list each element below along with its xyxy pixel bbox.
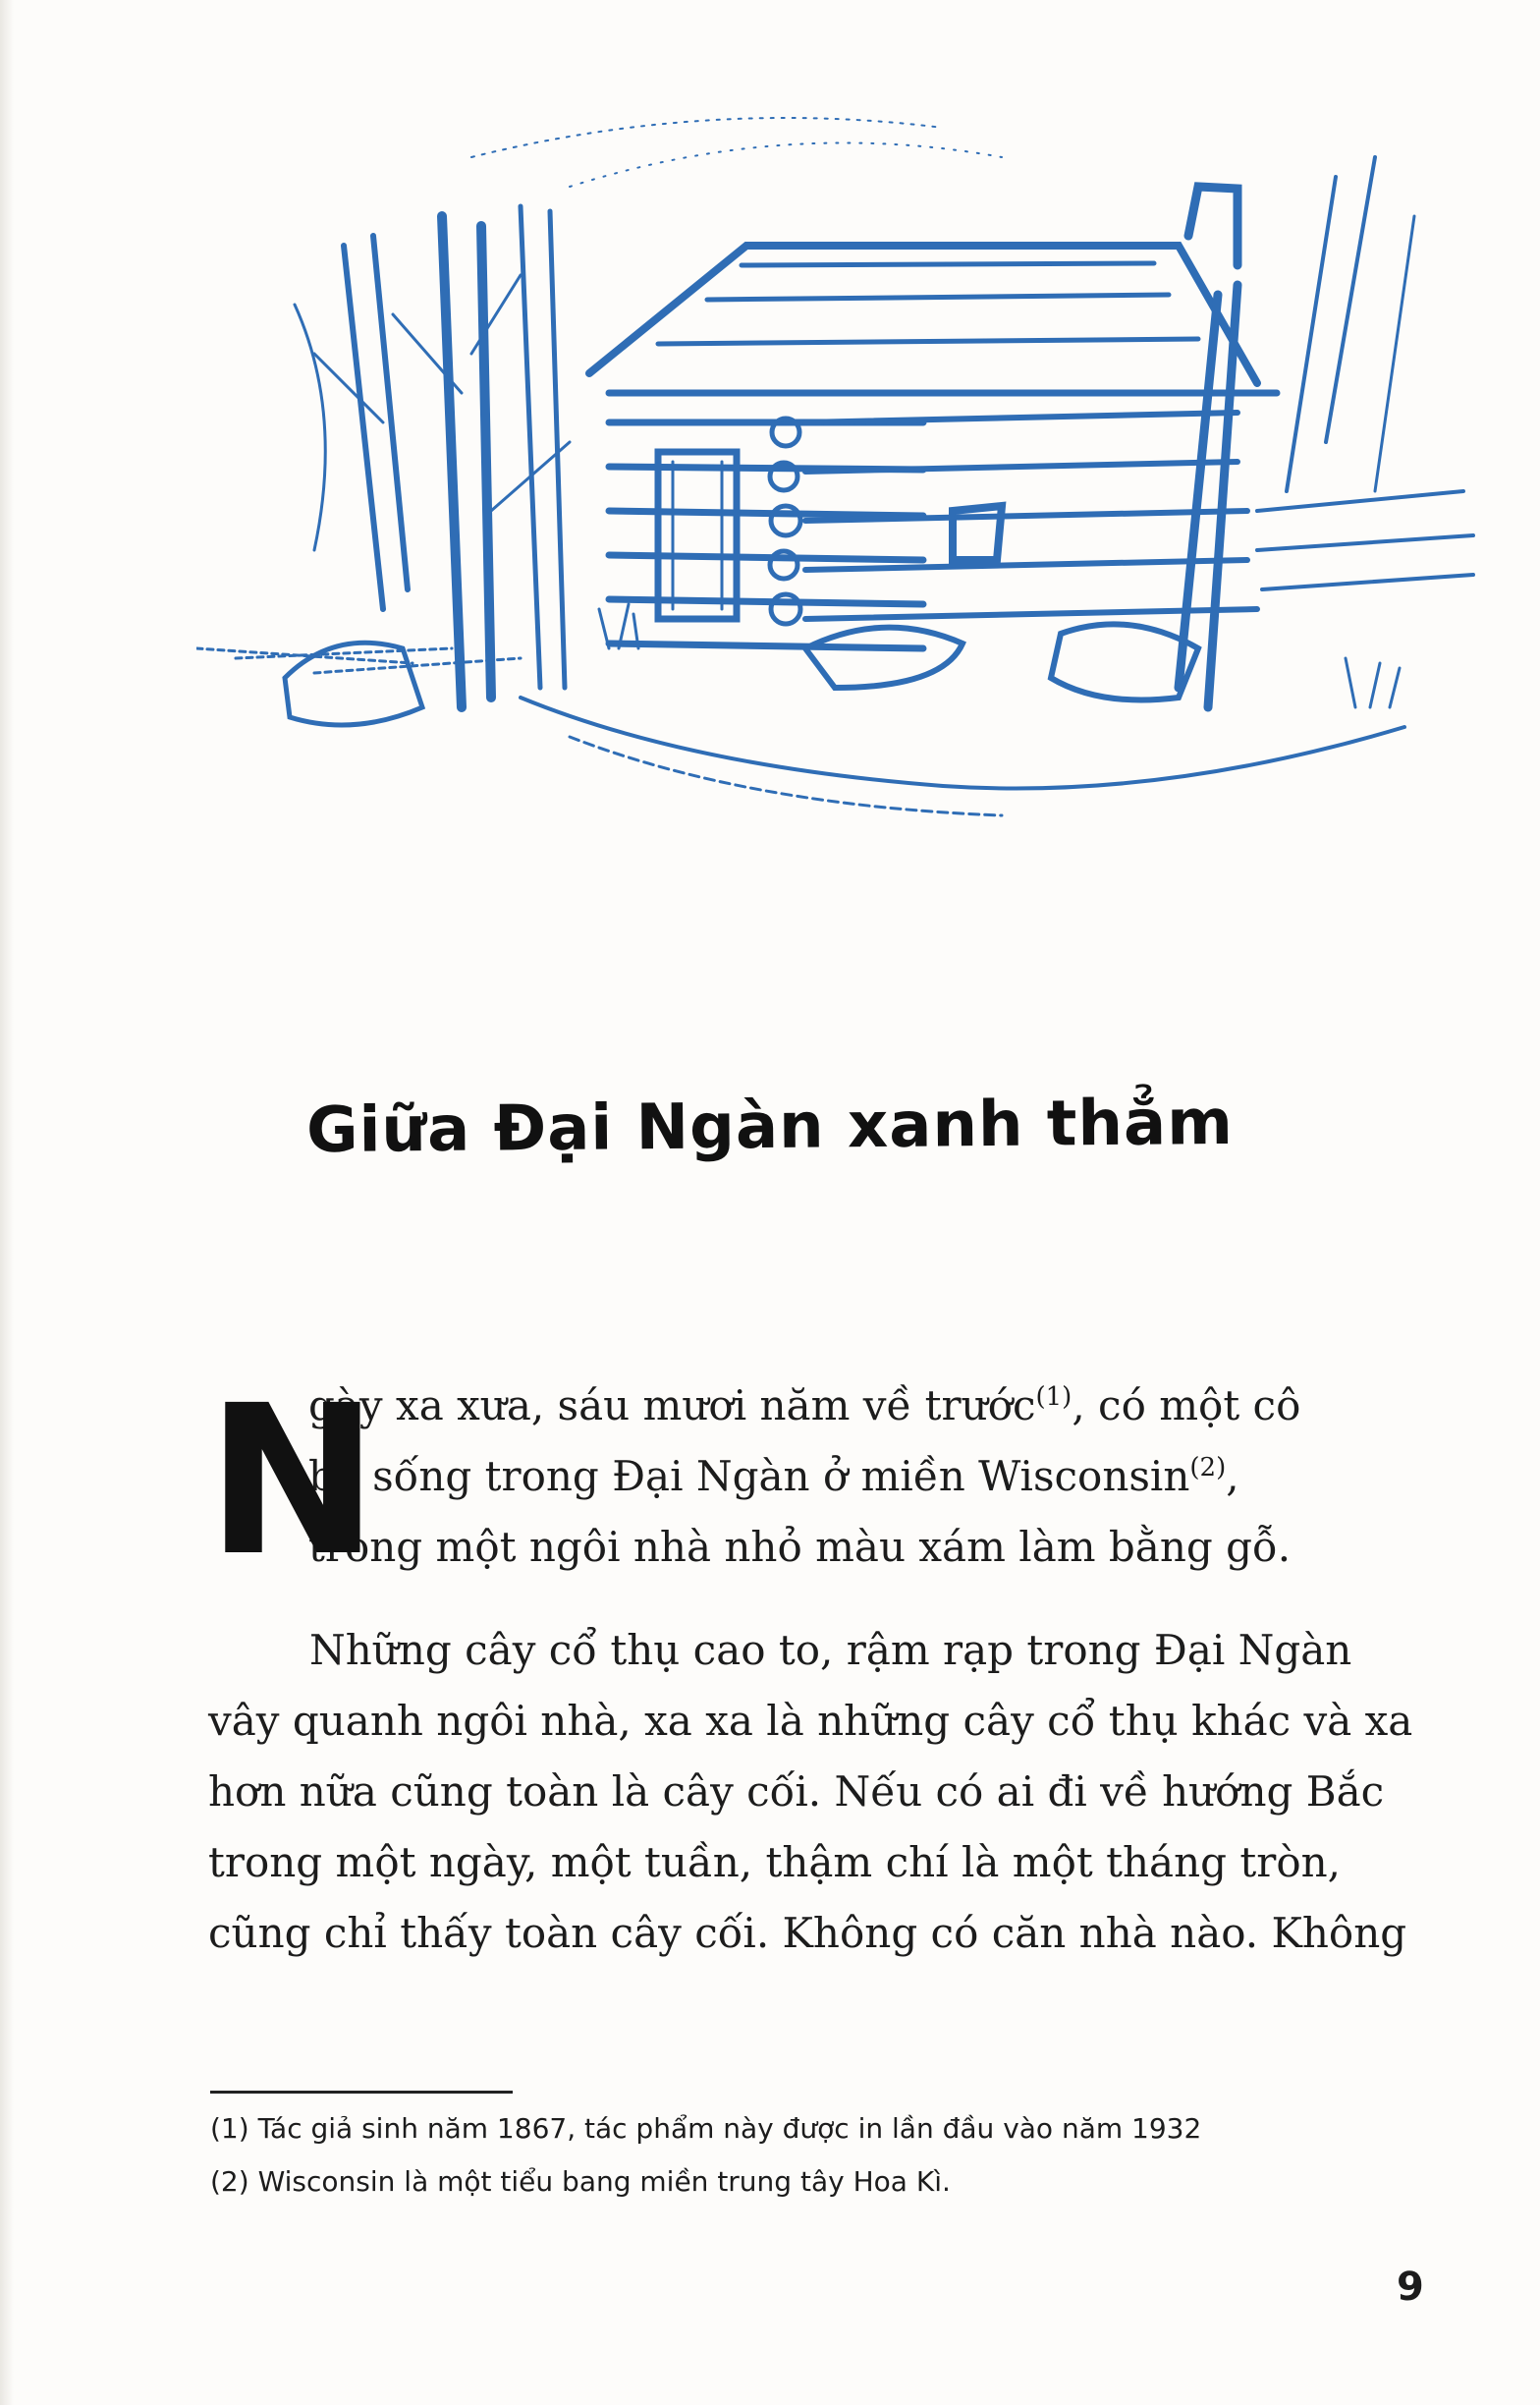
body-text (206, 1361, 1416, 1969)
first-paragraph (206, 1361, 1416, 1601)
page-edge (0, 0, 14, 2405)
paragraph-line: vây quanh ngôi nhà, xa xa là những cây cổ thụ khác và xa (208, 1697, 1413, 1745)
paragraph-line: Những cây cổ thụ cao to, rậm rạp trong Đại Ngàn (309, 1626, 1352, 1674)
footnotes (210, 2102, 1201, 2209)
first-paragraph-line: gày xa xưa, sáu mươi năm về trước$^{(1)}$, có một cô (308, 1381, 1301, 1429)
log-cabin-illustration (196, 98, 1483, 982)
page-number: 9 (1397, 2265, 1424, 2310)
footnote-ref-2[interactable]: (2) (1189, 1453, 1227, 1482)
drop-cap: N (206, 1361, 379, 1601)
paragraph-line: hơn nữa cũng toàn là cây cối. Nếu có ai đi về hướng Bắc (208, 1767, 1385, 1816)
footnote-2: (2) Wisconsin là một tiểu bang miền trung tây Hoa Kì. (210, 2165, 951, 2198)
paragraph-line: cũng chỉ thấy toàn cây cối. Không có căn nhà nào. Không (208, 1909, 1407, 1957)
first-paragraph-line: bé sống trong Đại Ngàn ở miền Wisconsin$^{(2)}$, (308, 1452, 1239, 1500)
first-paragraph-line: trong một ngôi nhà nhỏ màu xám làm bằng gỗ. (308, 1523, 1292, 1571)
second-paragraph (208, 1615, 1416, 1969)
chapter-title: Giữa Đại Ngàn xanh thẳm (305, 1086, 1235, 1168)
footnote-ref-1[interactable]: (1) (1035, 1382, 1072, 1412)
footnote-1: (1) Tác giả sinh năm 1867, tác phẩm này được in lần đầu vào năm 1932 (210, 2112, 1202, 2145)
footnote-divider (210, 2091, 513, 2094)
paragraph-line: trong một ngày, một tuần, thậm chí là một tháng tròn, (208, 1838, 1342, 1886)
